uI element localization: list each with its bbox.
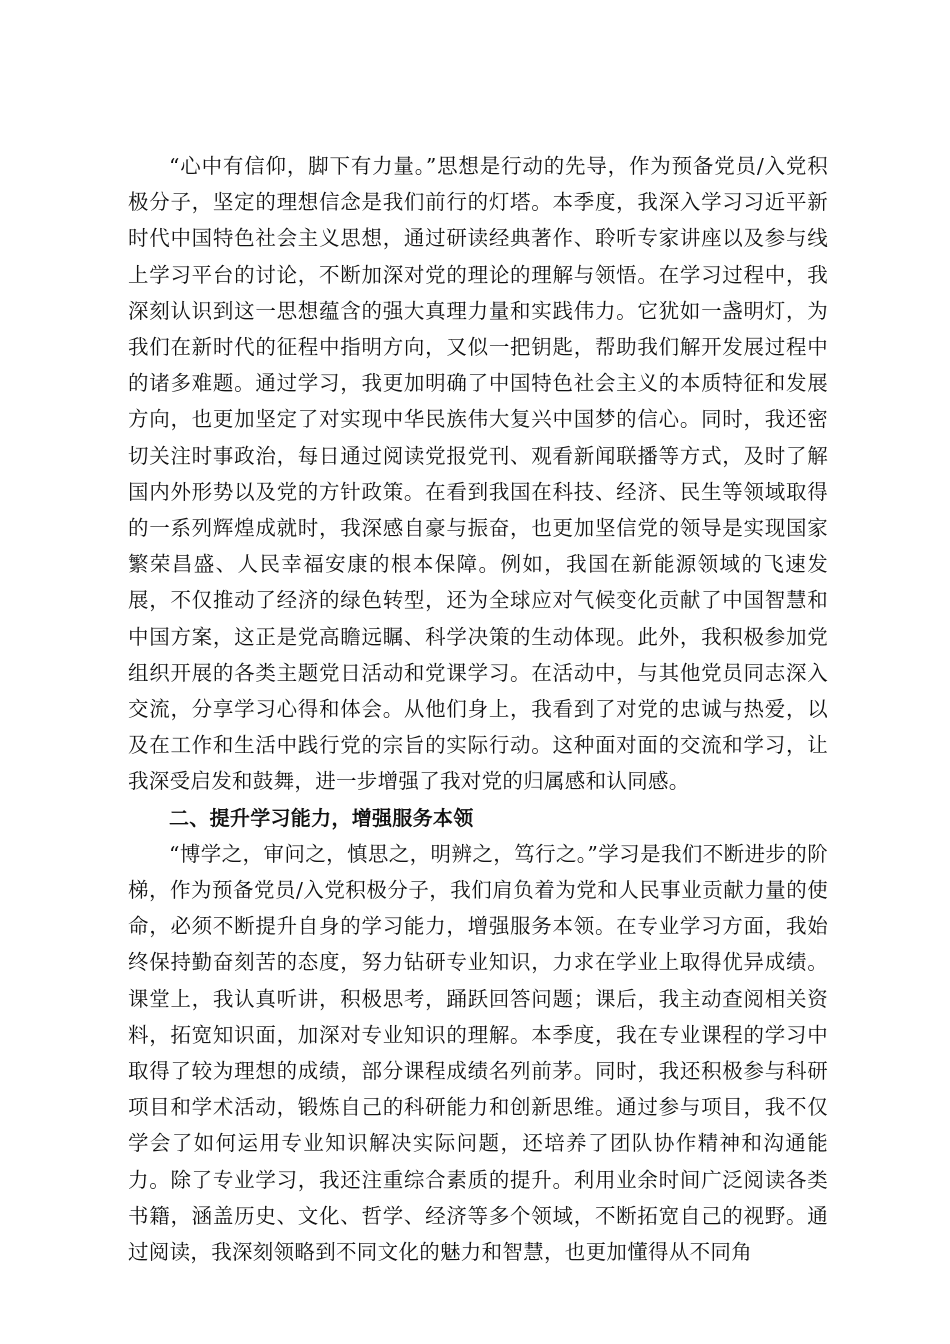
- section-heading-learning: 二、提升学习能力，增强服务本领: [169, 805, 474, 830]
- document-body: [128, 148, 828, 1270]
- paragraph-ideals: “心中有信仰，脚下有力量。”思想是行动的先导，作为预备党员/入党积极分子，坚定的理想信念是我们前行的灯塔。本季度，我深入学习习近平新时代中国特色社会主义思想，通过研读经典著作、聆听专家讲座以及参与线上学习平台的讨论，不断加深对党的理论的理解与领悟。在学习过程中，我深刻认识到这一思想蕴含的强大真理力量和实践伟力。它犹如一盏明灯，为我们在新时代的征程中指明方向，又似一把钥匙，帮助我们解开发展过程中的诸多难题。通过学习，我更加明确了中国特色社会主义的本质特征和发展方向，也更加坚定了对实现中华民族伟大复兴中国梦的信心。同时，我还密切关注时事政治，每日通过阅读党报党刊、观看新闻联播等方式，及时了解国内外形势以及党的方针政策。在看到我国在科技、经济、民生等领域取得的一系列辉煌成就时，我深感自豪与振奋，也更加坚信党的领导是实现国家繁荣昌盛、人民幸福安康的根本保障。例如，我国在新能源领域的飞速发展，不仅推动了经济的绿色转型，还为全球应对气候变化贡献了中国智慧和中国方案，这正是党高瞻远瞩、科学决策的生动体现。此外，我积极参加党组织开展的各类主题党日活动和党课学习。在活动中，与其他党员同志深入交流，分享学习心得和体会。从他们身上，我看到了对党的忠诚与热爱，以及在工作和生活中践行党的宗旨的实际行动。这种面对面的交流和学习，让我深受启发和鼓舞，进一步增强了我对党的归属感和认同感。: [128, 154, 828, 794]
- paragraph-learning: “博学之，审问之，慎思之，明辨之，笃行之。”学习是我们不断进步的阶梯，作为预备党员/入党积极分子，我们肩负着为党和人民事业贡献力量的使命，必须不断提升自身的学习能力，增强服务本领。在专业学习方面，我始终保持勤奋刻苦的态度，努力钻研专业知识，力求在学业上取得优异成绩。课堂上，我认真听讲，积极思考，踊跃回答问题；课后，我主动查阅相关资料，拓宽知识面，加深对专业知识的理解。本季度，我在专业课程的学习中取得了较为理想的成绩，部分课程成绩名列前茅。同时，我还积极参与科研项目和学术活动，锻炼自己的科研能力和创新思维。通过参与项目，我不仅学会了如何运用专业知识解决实际问题，还培养了团队协作精神和沟通能力。除了专业学习，我还注重综合素质的提升。利用业余时间广泛阅读各类书籍，涵盖历史、文化、哲学、经济等多个领域，不断拓宽自己的视野。通过阅读，我深刻领略到不同文化的魅力和智慧，也更加懂得从不同角: [128, 841, 828, 1265]
